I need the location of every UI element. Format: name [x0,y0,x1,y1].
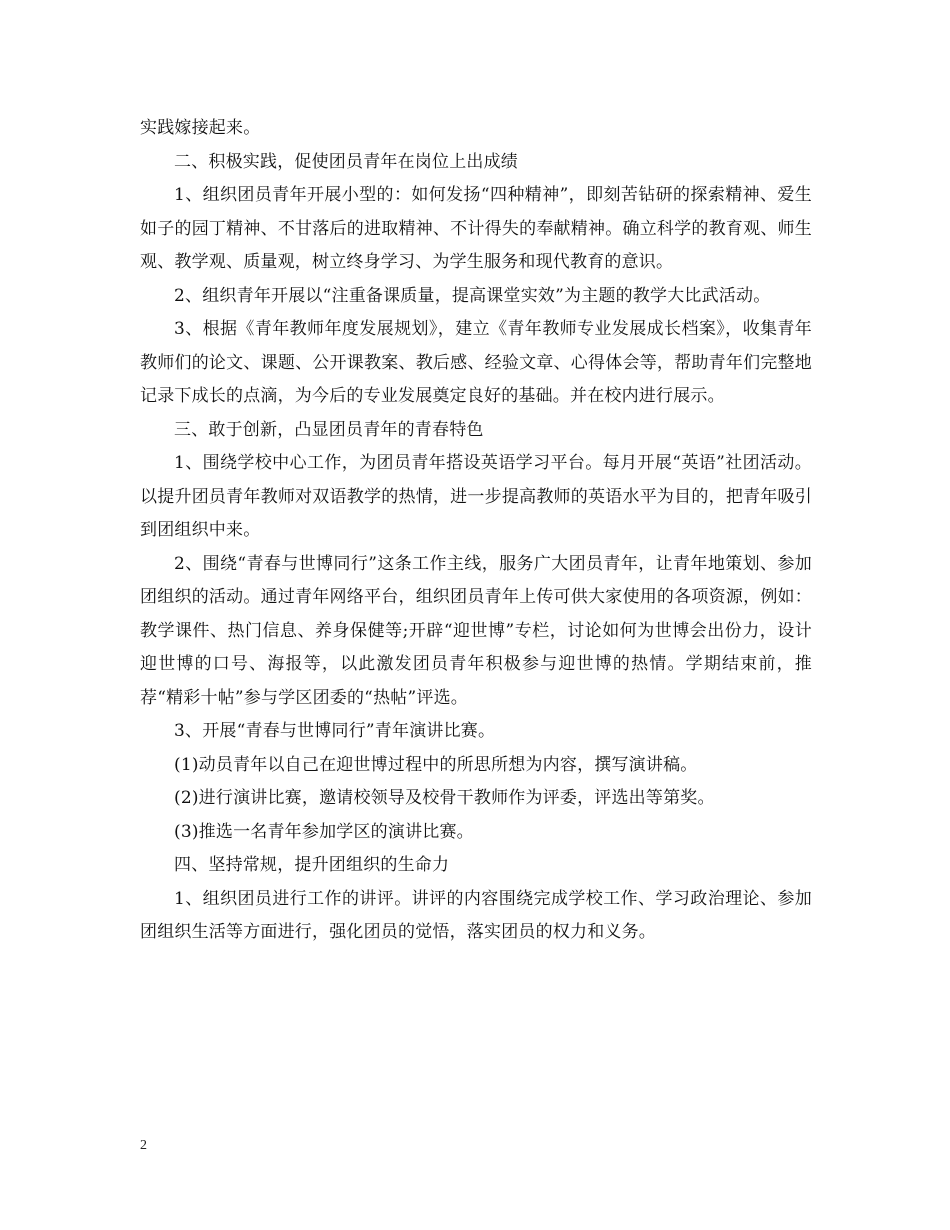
paragraph-7: 1、围绕学校中心工作，为团员青年搭设英语学习平台。每月开展“英语”社团活动。以提升团员青年教师对双语教学的热情，进一步提高教师的英语水平为目的，把青年吸引到团组织中来。 [140,453,812,540]
paragraph-12: (3)推选一名青年参加学区的演讲比赛。 [174,821,474,842]
paragraph-4: 2、组织青年开展以“注重备课质量，提高课堂实效”为主题的教学大比武活动。 [174,285,771,306]
section-heading-13: 四、坚持常规，提升团组织的生命力 [174,855,450,875]
paragraph-14: 1、组织团员进行工作的讲评。讲评的内容围绕完成学校工作、学习政治理论、参加团组织生活等方面进行，强化团员的觉悟，落实团员的权力和义务。 [140,888,812,942]
paragraph-9: 3、开展“青春与世博同行”青年演讲比赛。 [174,721,496,741]
paragraph-11: (2)进行演讲比赛，邀请校领导及校骨干教师作为评委，评选出等第奖。 [174,788,715,808]
paragraph-5: 3、根据《青年教师年度发展规划》，建立《青年教师专业发展成长档案》，收集青年教师们的论文、课题、公开课教案、教后感、经验文章、心得体会等，帮助青年们完整地记录下成长的点滴，为今后的专业发展奠定良好的基础。并在校内进行展示。 [140,319,812,406]
section-heading-2: 二、积极实践，促使团员青年在岗位上出成绩 [174,151,518,172]
section-heading-6: 三、敢于创新，凸显团员青年的青春特色 [174,419,484,440]
document-body [140,112,812,950]
paragraph-1: 实践嫁接起来。 [140,118,261,138]
paragraph-10: (1)动员青年以自己在迎世博过程中的所思所想为内容，撰写演讲稿。 [174,754,698,775]
page-number: 2 [140,1138,147,1153]
paragraph-3: 1、组织团员青年开展小型的：如何发扬“四种精神”，即刻苦钻研的探索精神、爱生如子的园丁精神、不甘落后的进取精神、不计得失的奉献精神。确立科学的教育观、师生观、教学观、质量观，树立终身学习、为学生服务和现代教育的意识。 [140,185,812,272]
paragraph-8: 2、围绕“青春与世博同行”这条工作主线，服务广大团员青年，让青年地策划、参加团组织的活动。通过青年网络平台，组织团员青年上传可供大家使用的各项资源，例如：教学课件、热门信息、养身保健等;开辟“迎世博”专栏，讨论如何为世博会出份力，设计迎世博的口号、海报等，以此激发团员青年积极参与迎世博的热情。学期结束前，推荐“精彩十帖”参与学区团委的“热帖”评选。 [140,553,812,708]
